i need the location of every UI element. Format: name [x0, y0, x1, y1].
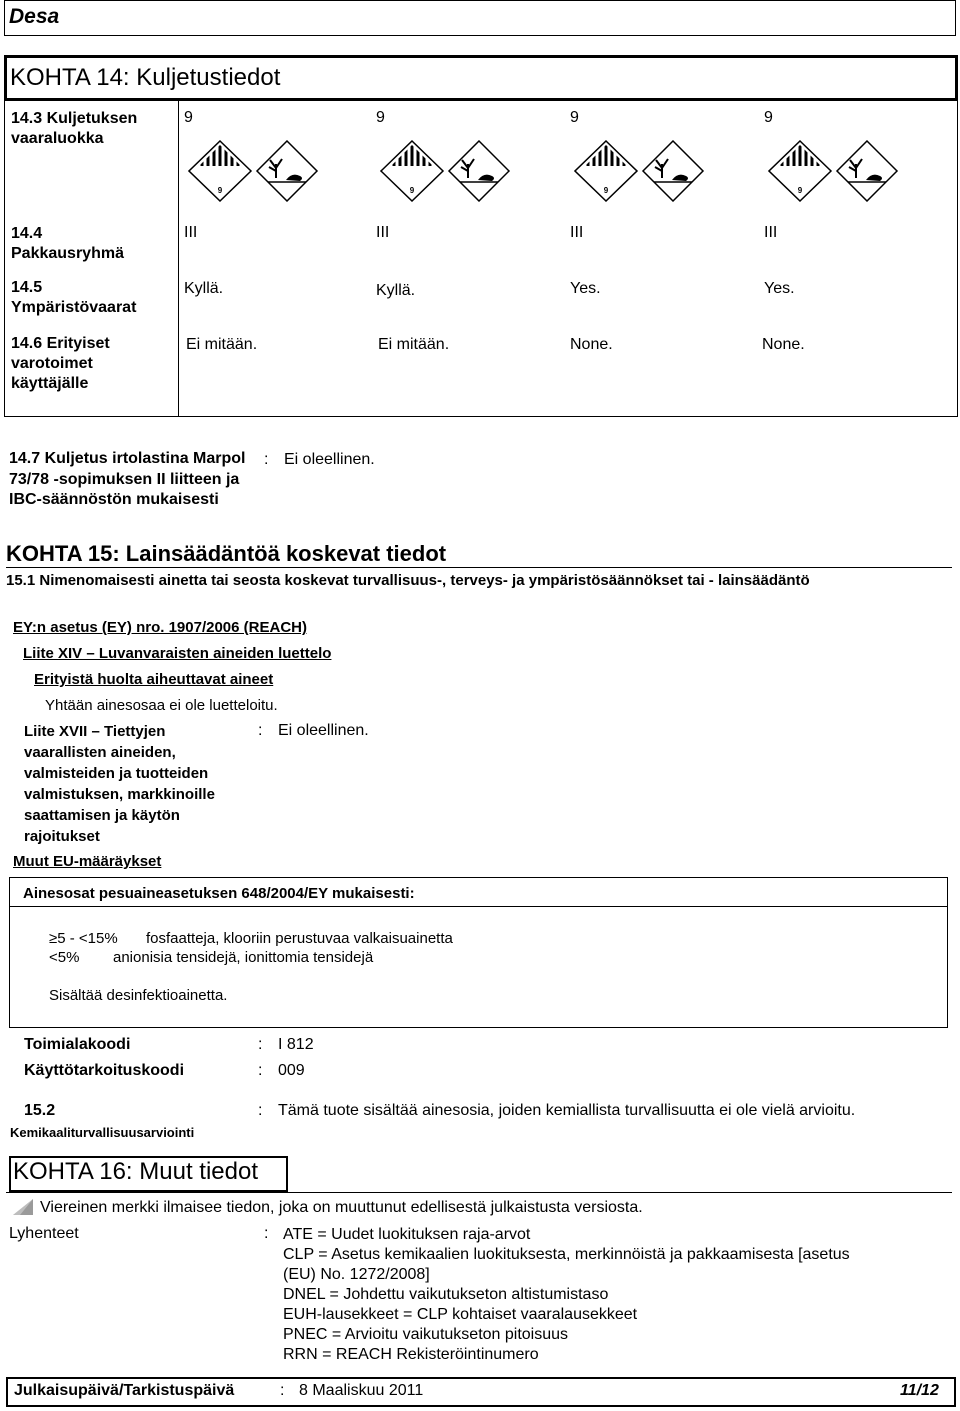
hazard-class-3: 9: [570, 109, 579, 126]
hazard-class-label: 14.3 Kuljetuksen vaaraluokka: [11, 110, 138, 147]
environment-pictogram-icon: [837, 141, 897, 201]
env-hazard-4: Yes.: [764, 280, 795, 297]
abbreviation-item: PNEC = Arvioitu vaikutukseton pitoisuus: [283, 1326, 569, 1343]
usage-code-value: 009: [278, 1062, 305, 1079]
section-15-1-label: 15.1 Nimenomaisesti ainetta tai seosta koskevat turvallisuus-, terveys- ja ympäristösäännökset tai - lainsäädäntö: [6, 572, 810, 589]
svg-text:9: 9: [217, 186, 223, 195]
pictogram-group: [768, 140, 958, 202]
special-precautions-1: Ei mitään.: [186, 336, 258, 353]
section-15-title: KOHTA 15: Lainsäädäntöä koskevat tiedot: [6, 541, 447, 566]
other-eu-heading: Muut EU-määräykset: [13, 853, 162, 870]
ingredient-desc-1: fosfaatteja, klooriin perustuvaa valkaisuainetta: [146, 930, 453, 947]
abbreviation-item: CLP = Asetus kemikaalien luokituksesta, merkinnöistä ja pakkaamisesta [asetus: [283, 1246, 850, 1263]
usage-code-colon: :: [258, 1062, 263, 1079]
pictogram-group: [574, 140, 764, 202]
abbreviations-label: Lyhenteet: [9, 1225, 79, 1242]
ingredients-heading: Ainesosat pesuaineasetuksen 648/2004/EY mukaisesti:: [23, 885, 415, 902]
pictogram-group: [188, 140, 378, 202]
usage-code-label: Käyttötarkoituskoodi: [24, 1062, 185, 1079]
industry-code-label: Toimialakoodi: [24, 1036, 131, 1053]
brand-name: Desa: [9, 5, 60, 28]
packing-group-1: III: [184, 224, 198, 241]
environment-pictogram-icon: [449, 141, 509, 201]
industry-code-value: I 812: [278, 1036, 314, 1053]
disinfectant-note: Sisältää desinfektioainetta.: [49, 987, 228, 1004]
section-16-title: KOHTA 16: Muut tiedot: [13, 1158, 259, 1185]
section-16-rule: [6, 1192, 952, 1193]
footer-date-label: Julkaisupäivä/Tarkistuspäivä: [14, 1382, 235, 1399]
hazard-class-4: 9: [764, 109, 773, 126]
svg-text:9: 9: [797, 186, 803, 195]
abbreviation-item: EUH-lausekkeet = CLP kohtaiset vaaralausekkeet: [283, 1306, 638, 1323]
abbreviations-list: [283, 1225, 850, 1365]
environment-pictogram-icon: [643, 141, 703, 201]
ingredient-desc-2: anionisia tensidejä, ionittomia tensidejä: [113, 949, 374, 966]
section-15-2-colon: :: [258, 1102, 263, 1119]
annex-xvii-value: Ei oleellinen.: [278, 722, 369, 739]
hazard-class-2: 9: [376, 109, 385, 126]
reach-heading: EY:n asetus (EY) nro. 1907/2006 (REACH): [13, 619, 307, 636]
environment-pictogram-icon: [257, 141, 317, 201]
section-15-2-value: Tämä tuote sisältää ainesosia, joiden kemiallista turvallisuutta ei ole vielä arvioitu.: [278, 1102, 856, 1119]
industry-code-colon: :: [258, 1036, 263, 1053]
svg-text:9: 9: [409, 186, 415, 195]
annex-xvii-colon: :: [258, 722, 263, 739]
env-hazard-1: Kyllä.: [184, 280, 224, 297]
svg-text:9: 9: [603, 186, 609, 195]
abbreviation-item: RRN = REACH Rekisteröintinumero: [283, 1346, 539, 1363]
table-divider: [178, 100, 179, 417]
annex-xvii-label: Liite XVII – Tiettyjen vaarallisten aineiden, valmisteiden ja tuotteiden valmistuksen, markkinoille saattamisen ja käytön rajoitukset: [24, 723, 215, 845]
annex-xiv-heading: Liite XIV – Luvanvaraisten aineiden luettelo: [23, 645, 332, 662]
packing-group-label: 14.4 Pakkausryhmä: [11, 225, 124, 262]
footer-date-value: 8 Maaliskuu 2011: [299, 1382, 424, 1399]
packing-group-4: III: [764, 224, 778, 241]
abbreviations-colon: :: [264, 1225, 269, 1242]
abbreviation-item: (EU) No. 1272/2008]: [283, 1266, 430, 1283]
special-precautions-label: 14.6 Erityiset varotoimet käyttäjälle: [11, 335, 110, 392]
revision-marker-icon: [12, 1198, 34, 1221]
section-15-2-number: 15.2: [24, 1102, 56, 1119]
packing-group-3: III: [570, 224, 584, 241]
env-hazard-label: 14.5 Ympäristövaarat: [11, 279, 137, 316]
env-hazard-2: Kyllä.: [376, 282, 416, 299]
bulk-transport-value: Ei oleellinen.: [284, 451, 375, 468]
class-9-pictogram-icon: [189, 141, 251, 201]
ingredient-range-2: <5%: [49, 949, 80, 966]
abbreviation-item: DNEL = Johdettu vaikutukseton altistumistaso: [283, 1286, 609, 1303]
section-15-2-label: Kemikaaliturvallisuusarviointi: [10, 1125, 195, 1140]
special-precautions-4: None.: [762, 336, 805, 353]
section-14-title: KOHTA 14: Kuljetustiedot: [10, 64, 281, 91]
bulk-transport-label: 14.7 Kuljetus irtolastina Marpol 73/78 -sopimuksen II liitteen ja IBC-säännöstön mukaisesti: [9, 450, 246, 508]
class-9-pictogram-icon: [575, 141, 637, 201]
class-9-pictogram-icon: [381, 141, 443, 201]
section-15-rule: [6, 567, 952, 568]
class-9-pictogram-icon: [769, 141, 831, 201]
svhc-text: Yhtään ainesosaa ei ole luetteloitu.: [45, 697, 278, 714]
packing-group-2: III: [376, 224, 390, 241]
ingredient-range-1: ≥5 - <15%: [49, 930, 118, 947]
pictogram-group: [380, 140, 570, 202]
abbreviation-item: ATE = Uudet luokituksen raja-arvot: [283, 1226, 531, 1243]
page-number: 11/12: [900, 1382, 939, 1399]
hazard-class-1: 9: [184, 109, 193, 126]
bulk-transport-colon: :: [264, 451, 269, 468]
ingredients-rule: [9, 906, 948, 907]
svhc-heading: Erityistä huolta aiheuttavat aineet: [34, 671, 274, 688]
footer-date-colon: :: [280, 1382, 285, 1399]
header-bar: [4, 0, 956, 36]
special-precautions-3: None.: [570, 336, 613, 353]
special-precautions-2: Ei mitään.: [378, 336, 450, 353]
env-hazard-3: Yes.: [570, 280, 601, 297]
revision-note: Viereinen merkki ilmaisee tiedon, joka on muuttunut edellisestä julkaistusta versiosta.: [40, 1199, 643, 1216]
